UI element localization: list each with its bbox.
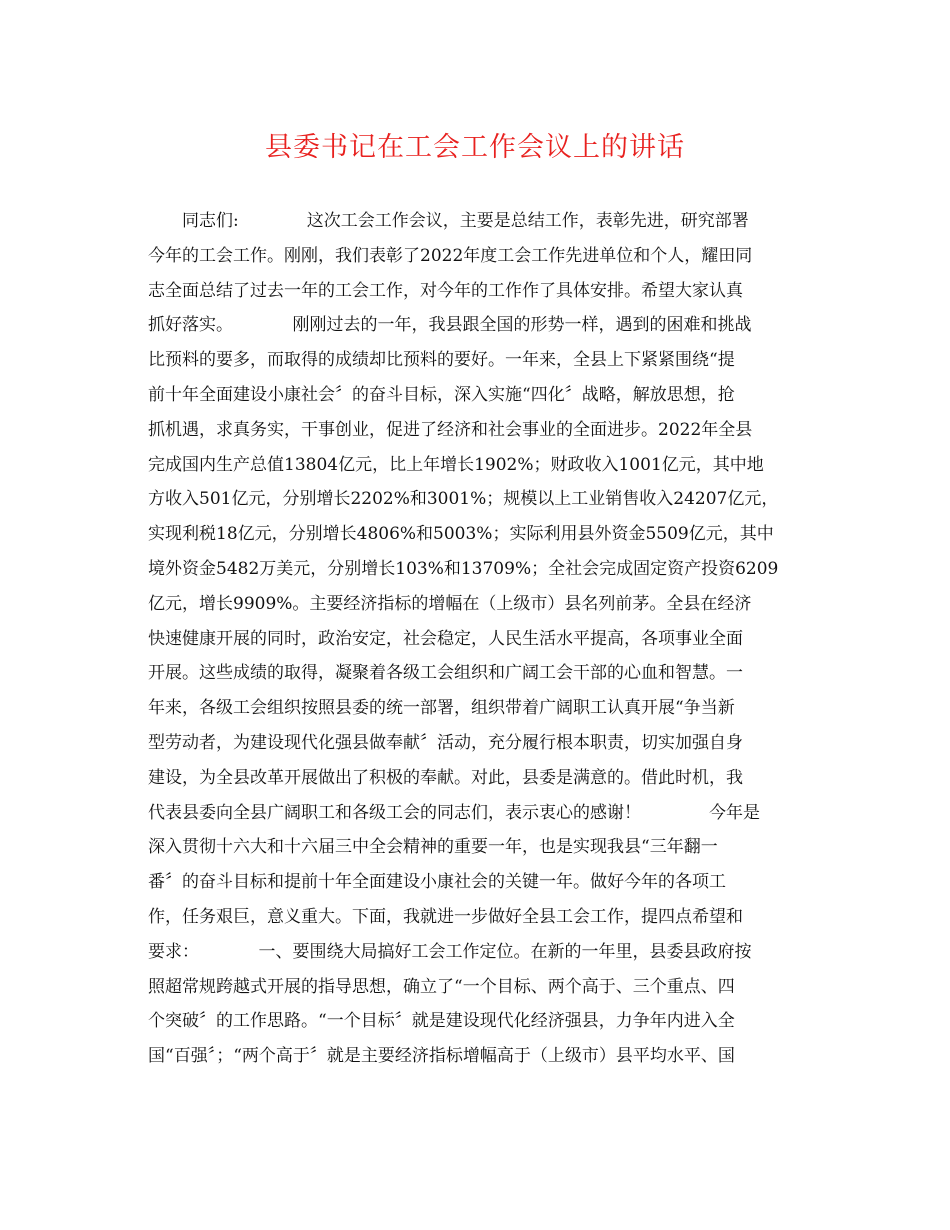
body-line: 比预料的要多，而取得的成绩却比预料的要好。一年来，全县上下紧紧围绕“提 [148, 350, 735, 371]
body-line: 深入贯彻十六大和十六届三中全会精神的重要一年，也是实现我县“三年翻一 [148, 837, 718, 858]
body-line: 境外资金5482万美元，分别增长103%和13709%；全社会完成固定资产投资6209 [148, 558, 779, 579]
body-line: 亿元，增长9909%。主要经济指标的增幅在（上级市）县名列前茅。全县在经济 [148, 593, 752, 614]
document-body [148, 204, 808, 1074]
body-line: 前十年全面建设小康社会〞的奋斗目标，深入实施“四化〞战略，解放思想，抢 [148, 384, 735, 405]
body-line: 作，任务艰巨，意义重大。下面，我就进一步做好全县工会工作，提四点希望和 [148, 906, 743, 927]
body-line: 个突破〞的工作思路。“一个目标〞就是建设现代化经济强县，力争年内进入全 [148, 1011, 735, 1032]
body-line: 快速健康开展的同时，政治安定，社会稳定，人民生活水平提高，各项事业全面 [148, 628, 743, 649]
body-line: 完成国内生产总值13804亿元，比上年增长1902%；财政收入1001亿元，其中地 [148, 454, 764, 475]
body-line: 实现利税18亿元，分别增长4806%和5003%；实际利用县外资金5509亿元，其中 [148, 524, 774, 545]
body-line: 年来，各级工会组织按照县委的统一部署，组织带着广阔职工认真开展“争当新 [148, 698, 735, 719]
body-line: 方收入501亿元，分别增长2202%和3001%；规模以上工业销售收入24207亿元， [148, 489, 779, 510]
body-line: 同志们: 这次工会工作会议，主要是总结工作，表彰先进，研究部署 [148, 211, 749, 231]
body-line: 今年的工会工作。刚刚，我们表彰了2022年度工会工作先进单位和个人，耀田同 [148, 245, 753, 266]
body-line: 志全面总结了过去一年的工会工作，对今年的工作作了具体安排。希望大家认真 [148, 280, 743, 301]
body-line: 国“百强〞；“两个高于〞就是主要经济指标增幅高于（上级市）县平均水平、国 [148, 1046, 735, 1067]
document-title: 县委书记在工会工作会议上的讲话 [265, 132, 685, 163]
body-line: 照超常规跨越式开展的指导思想，确立了“一个目标、两个高于、三个重点、四 [148, 976, 735, 997]
body-line: 型劳动者，为建设现代化强县做奉献〞活动，充分履行根本职责，切实加强自身 [148, 732, 743, 753]
body-line: 抓好落实。 刚刚过去的一年，我县跟全国的形势一样，遇到的困难和挑战 [148, 315, 752, 336]
body-line: 开展。这些成绩的取得，凝聚着各级工会组织和广阔工会干部的心血和智慧。一 [148, 663, 743, 684]
body-line: 抓机遇，求真务实，干事创业，促进了经济和社会事业的全面进步。2022年全县 [148, 419, 753, 440]
body-line: 要求： 一、要围绕大局搞好工会工作定位。在新的一年里，县委县政府按 [148, 941, 752, 962]
body-line: 建设，为全县改革开展做出了积极的奉献。对此，县委是满意的。借此时机，我 [148, 767, 743, 788]
body-line: 代表县委向全县广阔职工和各级工会的同志们，表示衷心的感谢！ 今年是 [148, 802, 760, 823]
body-line: 番〞的奋斗目标和提前十年全面建设小康社会的关键一年。做好今年的各项工 [148, 872, 726, 893]
